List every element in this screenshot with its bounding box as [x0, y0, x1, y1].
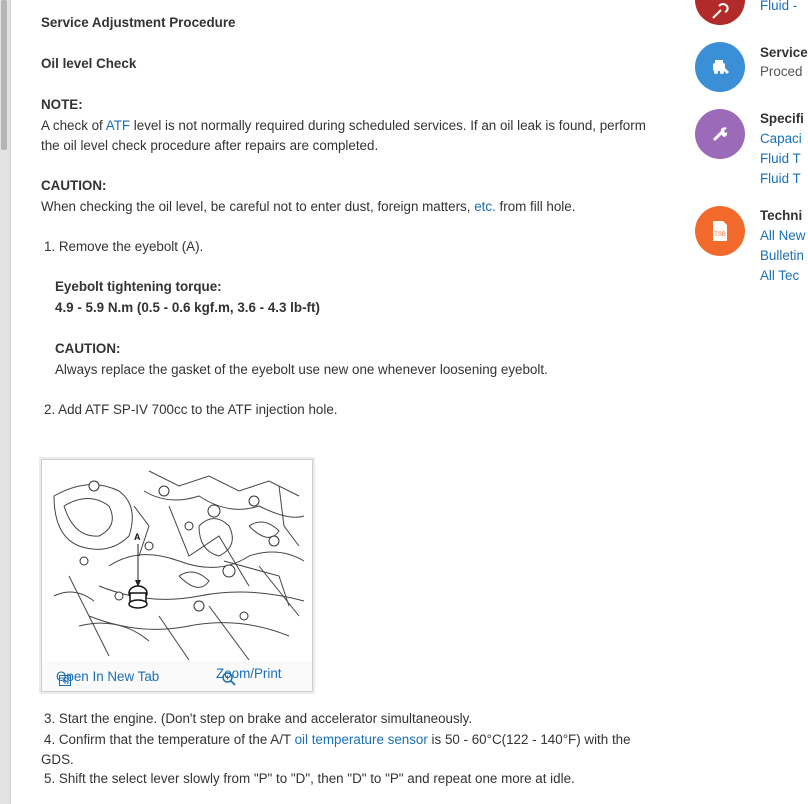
- figure-toolbar: [42, 661, 312, 691]
- tsb-badge-text: TSB: [714, 232, 726, 238]
- zoom-print-button[interactable]: Zoom/Print: [215, 666, 281, 681]
- eyebolt-figure: [41, 459, 313, 692]
- fluid-type-link-2[interactable]: Fluid T: [760, 171, 801, 186]
- capacity-link[interactable]: Capaci: [760, 131, 802, 146]
- service-procedure-icon: [695, 42, 745, 92]
- related-sidebar: [692, 0, 808, 804]
- fluid-link[interactable]: Fluid -: [760, 0, 798, 13]
- torque-label: Eyebolt tightening torque:: [55, 279, 222, 294]
- step-3: 3. Start the engine. (Don't step on brake and accelerator simultaneously.: [44, 711, 473, 726]
- fluid-type-link-1[interactable]: Fluid T: [760, 151, 801, 166]
- bulletin-link[interactable]: Bulletin: [760, 248, 804, 263]
- transmission-diagram: [49, 466, 305, 660]
- caution-text: When checking the oil level, be careful not to enter dust, foreign matters, etc. from fill hole.: [41, 199, 576, 214]
- open-new-tab-button[interactable]: Open In New Tab: [56, 669, 160, 684]
- scrollbar-thumb[interactable]: [1, 0, 7, 150]
- caution2-text: Always replace the gasket of the eyebolt use new one whenever loosening eyebolt.: [55, 362, 548, 377]
- service-title: Service: [760, 45, 808, 60]
- specification-title: Specifi: [760, 111, 804, 126]
- caution2-label: CAUTION:: [55, 341, 121, 356]
- atf-link[interactable]: ATF: [105, 118, 131, 133]
- all-tech-link[interactable]: All Tec: [760, 268, 800, 283]
- callout-a-label: A: [134, 532, 141, 542]
- step-2: 2. Add ATF SP-IV 700cc to the ATF injection hole.: [44, 402, 338, 417]
- technical-title: Techni: [760, 208, 803, 223]
- step-4: 4. Confirm that the temperature of the A/T oil temperature sensor is 50 - 60°C(122 - 140°F) with the GDS.: [41, 732, 631, 767]
- fluid-category-icon: [695, 0, 745, 25]
- specification-icon: [695, 109, 745, 159]
- eyebolt-part: [129, 586, 147, 608]
- step-1: 1. Remove the eyebolt (A).: [44, 239, 204, 254]
- note-label: NOTE:: [41, 97, 83, 112]
- left-frame-border: [0, 0, 11, 804]
- note-text: A check of ATF level is not normally required during scheduled services. If an oil leak is found, perform the oil level check procedure after repairs are completed.: [41, 118, 646, 153]
- oil-temperature-sensor-link[interactable]: oil temperature sensor: [294, 732, 428, 747]
- technical-bulletin-icon: [695, 206, 745, 256]
- all-new-link[interactable]: All New: [760, 228, 806, 243]
- procedure-title: Service Adjustment Procedure: [41, 15, 236, 30]
- procedure-subtitle: Oil level Check: [41, 56, 137, 71]
- etc-link[interactable]: etc.: [474, 199, 496, 214]
- service-text[interactable]: Proced: [760, 64, 803, 79]
- step-5: 5. Shift the select lever slowly from "P" to "D", then "D" to "P" and repeat one more at idle.: [44, 771, 575, 786]
- caution-label: CAUTION:: [41, 178, 107, 193]
- torque-value: 4.9 - 5.9 N.m (0.5 - 0.6 kgf.m, 3.6 - 4.3 lb-ft): [55, 300, 320, 315]
